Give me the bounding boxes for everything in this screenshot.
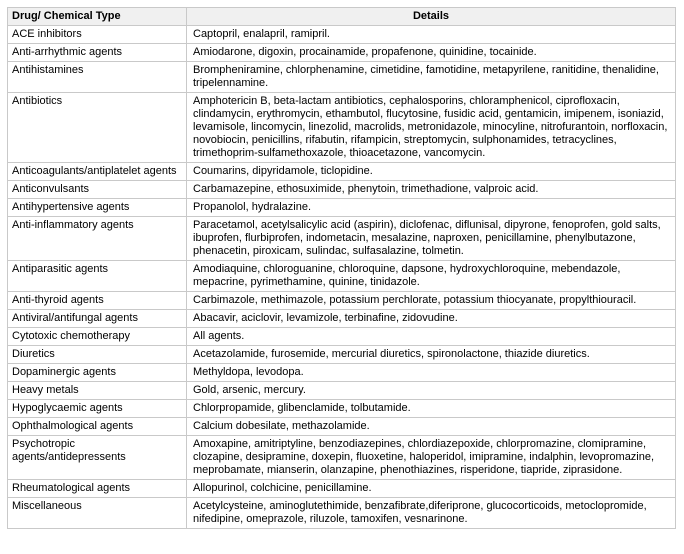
table-row xyxy=(8,199,676,217)
drug-type-cell: Anti-inflammatory agents xyxy=(8,217,187,261)
table-row xyxy=(8,328,676,346)
table-row xyxy=(8,217,676,261)
table-row xyxy=(8,480,676,498)
column-header-details: Details xyxy=(187,8,676,26)
table-row xyxy=(8,346,676,364)
column-header-drug-type: Drug/ Chemical Type xyxy=(8,8,187,26)
details-cell: Allopurinol, colchicine, penicillamine. xyxy=(187,480,676,498)
details-cell: Acetazolamide, furosemide, mercurial diuretics, spironolactone, thiazide diuretics. xyxy=(187,346,676,364)
details-cell: Amiodarone, digoxin, procainamide, propafenone, quinidine, tocainide. xyxy=(187,44,676,62)
details-cell: Calcium dobesilate, methazolamide. xyxy=(187,418,676,436)
table-row xyxy=(8,364,676,382)
drug-type-cell: Anti-thyroid agents xyxy=(8,292,187,310)
table-row xyxy=(8,62,676,93)
details-cell: Paracetamol, acetylsalicylic acid (aspirin), diclofenac, diflunisal, dipyrone, fenoprofen, gold salts, ibuprofen, flurbiprofen, indometacin, mesalazine, naproxen, penicillamine, phenylbutazone, phenacetin, piroxicam, sulindac, sulfasalazine, tolmetin. xyxy=(187,217,676,261)
details-cell: All agents. xyxy=(187,328,676,346)
details-cell: Gold, arsenic, mercury. xyxy=(187,382,676,400)
details-cell: Carbamazepine, ethosuximide, phenytoin, trimethadione, valproic acid. xyxy=(187,181,676,199)
drug-type-cell: Rheumatological agents xyxy=(8,480,187,498)
table-row xyxy=(8,418,676,436)
drug-type-cell: Antibiotics xyxy=(8,93,187,163)
table-row xyxy=(8,292,676,310)
drug-type-cell: Antiviral/antifungal agents xyxy=(8,310,187,328)
drug-type-cell: Cytotoxic chemotherapy xyxy=(8,328,187,346)
drug-type-cell: ACE inhibitors xyxy=(8,26,187,44)
details-cell: Captopril, enalapril, ramipril. xyxy=(187,26,676,44)
header-row xyxy=(8,8,676,26)
table-row xyxy=(8,436,676,480)
drug-type-cell: Heavy metals xyxy=(8,382,187,400)
table-row xyxy=(8,310,676,328)
drug-type-cell: Miscellaneous xyxy=(8,498,187,529)
details-cell: Coumarins, dipyridamole, ticlopidine. xyxy=(187,163,676,181)
table-row xyxy=(8,261,676,292)
details-cell: Methyldopa, levodopa. xyxy=(187,364,676,382)
table-body xyxy=(8,26,676,529)
drug-type-cell: Anti-arrhythmic agents xyxy=(8,44,187,62)
table-row xyxy=(8,498,676,529)
details-cell: Propanolol, hydralazine. xyxy=(187,199,676,217)
table-header xyxy=(8,8,676,26)
details-cell: Brompheniramine, chlorphenamine, cimetidine, famotidine, metapyrilene, ranitidine, thenalidine, tripelennamine. xyxy=(187,62,676,93)
details-cell: Acetylcysteine, aminoglutethimide, benzafibrate,diferiprone, glucocorticoids, metoclopromide, nifedipine, omeprazole, riluzole, tamoxifen, vesnarinone. xyxy=(187,498,676,529)
drug-type-cell: Diuretics xyxy=(8,346,187,364)
table-row xyxy=(8,181,676,199)
drug-type-cell: Anticoagulants/antiplatelet agents xyxy=(8,163,187,181)
details-cell: Amodiaquine, chloroguanine, chloroquine, dapsone, hydroxychloroquine, mebendazole, mepacrine, pyrimethamine, quinine, tinidazole. xyxy=(187,261,676,292)
table-row xyxy=(8,382,676,400)
details-cell: Chlorpropamide, glibenclamide, tolbutamide. xyxy=(187,400,676,418)
drug-type-cell: Hypoglycaemic agents xyxy=(8,400,187,418)
drug-type-cell: Antiparasitic agents xyxy=(8,261,187,292)
drug-type-cell: Psychotropic agents/antidepressents xyxy=(8,436,187,480)
drug-type-cell: Ophthalmological agents xyxy=(8,418,187,436)
details-cell: Abacavir, aciclovir, levamizole, terbinafine, zidovudine. xyxy=(187,310,676,328)
details-cell: Amphotericin B, beta-lactam antibiotics, cephalosporins, chloramphenicol, ciprofloxacin, clindamycin, erythromycin, ethambutol, flucytosine, fusidic acid, gentamicin, imipenem, isoniazid, levamisole, lincomycin, linezolid, macrolids, metronidazole, minocyline, nitrofurantoin, norfloxacin, novobiocin, penicillins, rifabutin, rifampicin, streptomycin, sulphonamides, tetracyclines, trimethoprim-sulfamethoxazole, thioacetazone, vancomycin. xyxy=(187,93,676,163)
table-row xyxy=(8,44,676,62)
drug-chemical-table xyxy=(7,7,676,529)
table-row xyxy=(8,26,676,44)
table-row xyxy=(8,93,676,163)
drug-type-cell: Anticonvulsants xyxy=(8,181,187,199)
details-cell: Carbimazole, methimazole, potassium perchlorate, potassium thiocyanate, propylthiouracil. xyxy=(187,292,676,310)
table-row xyxy=(8,400,676,418)
drug-type-cell: Antihistamines xyxy=(8,62,187,93)
drug-type-cell: Dopaminergic agents xyxy=(8,364,187,382)
details-cell: Amoxapine, amitriptyline, benzodiazepines, chlordiazepoxide, chlorpromazine, clomipramine, clozapine, desipramine, doxepin, fluoxetine, haloperidol, imipramine, indalphin, levopromazine, meprobamate, mianserin, olanzapine, phenothiazines, risperidone, tiapride, ziprasidone. xyxy=(187,436,676,480)
drug-type-cell: Antihypertensive agents xyxy=(8,199,187,217)
table-row xyxy=(8,163,676,181)
